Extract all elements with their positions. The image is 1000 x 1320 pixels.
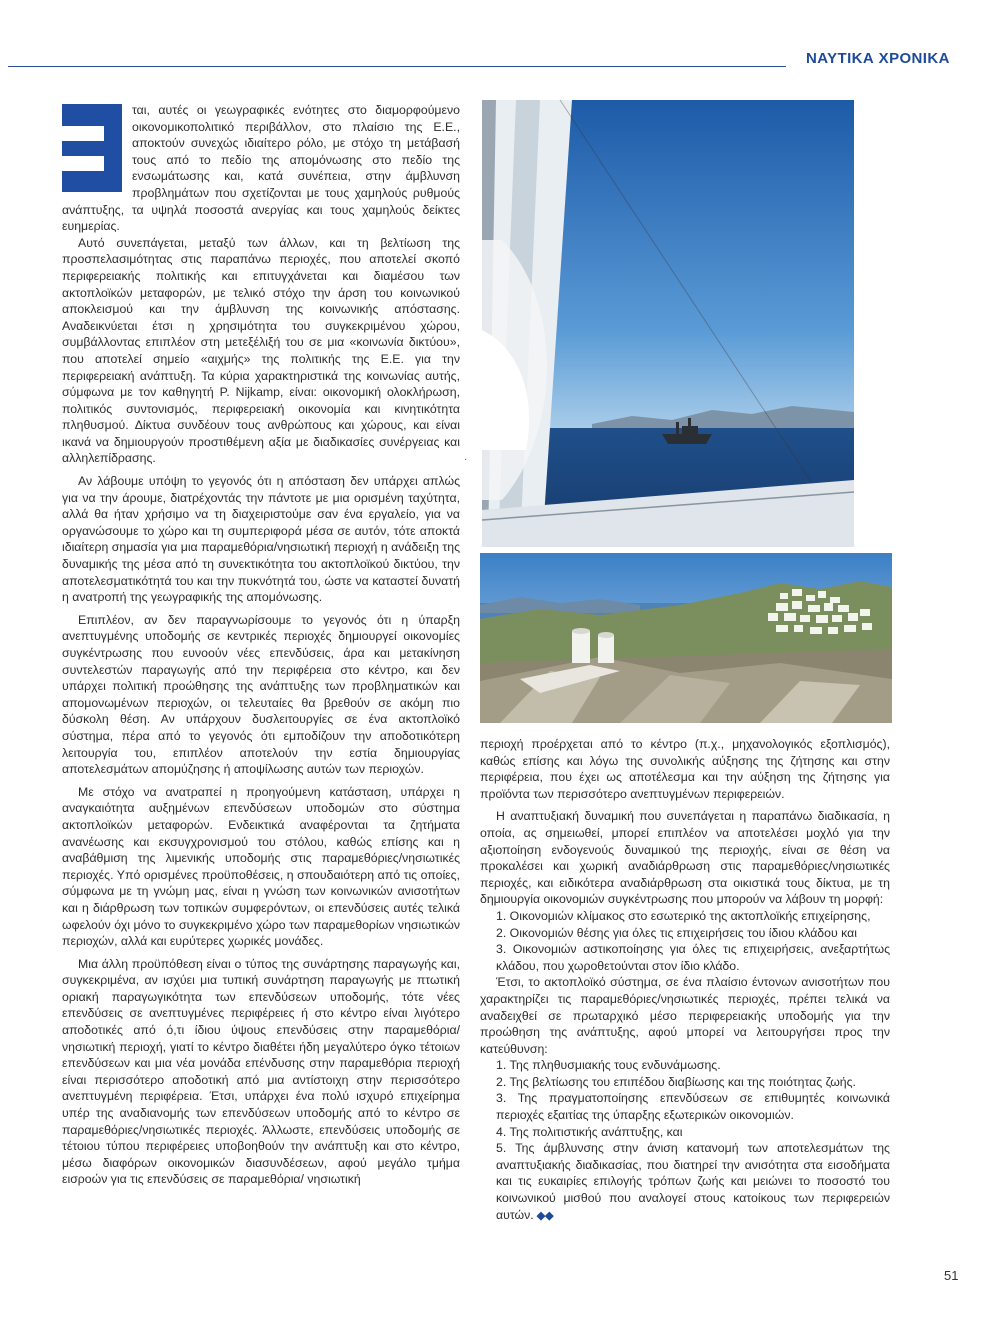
list1-item-1: 1. Οικονομιών κλίμακος στο εσωτερικό της ακτοπλοϊκής επιχείρησης, bbox=[496, 908, 871, 923]
island-village-photo bbox=[480, 553, 892, 723]
paragraph-1: ται, αυτές οι γεωγραφικές ενότητες στο διαμορφούμενο οικονομικοπολιτικό περιβάλλον, στο πλαίσιο της Ε.Ε., αποκτούν συνεχώς ιδιαίτερο ρόλο, με στόχο τη μετάβασή τους από το πεδίο της απομόνωσης στο πεδίο της ενσωμάτωσης και, κατά συνέπεια, στην άμβλυνση προβλημάτων που σχετίζονται με τους χαμηλούς ρυθμούς ανάπτυξης, τα υψηλά ποσοστά ανεργίας και τους χαμηλούς δείκτες ευημερίας. bbox=[62, 103, 460, 234]
paragraph-5: Με στόχο να ανατραπεί η προηγούμενη κατάσταση, υπάρχει η αναγκαιότητα αυξημένων επενδύσεων υποδομών στο σύστημα ακτοπλοϊκών μεταφορών. Ενδεικτικά αναφέρονται τα ζητήματα ανανέωσης και εκσυγχρονισμού του στόλου, καθώς επίσης και η αναβάθμιση της λιμενικής υποδομής στις παραμεθόριες/νησιωτικές περιοχές. Υπό ορισμένες προϋποθέσεις, η σπουδαιότερη από τις οποίες, σύμφωνα με τη γνώμη μας, είναι η γνώση των κοινωνικών ανισοτήτων και η διάρθρωση των τοπικών συμφερόντων, οι επενδύσεις αυτές τελικά ωφελούν όχι μόνο το συγκεκριμένο χώρο των παραμεθορίων νησιωτικών περιοχών, αλλά και ευρύτερες χωρικές μονάδες. bbox=[62, 784, 460, 949]
paragraph-6: Μια άλλη προϋπόθεση είναι ο τύπος της συνάρτησης παραγωγής και, συγκεκριμένα, αν ισχύει μια τυπική συνάρτηση παραγωγής με πτωτική οριακή παραγωγικότητα των επενδύσεων υποδομής, τότε νέες επενδύσεις σε ανεπτυγμένες περιφέρειες ή στο κέντρο είναι λιγότερο αποδοτικές από ό,τι ίδιου ύψους επενδύσεις στην παραμεθόρια/νησιωτική περιοχή, γιατί το κέντρο διαθέτει ήδη μεγαλύτερο όγκο τέτοιων επενδύσεων και μια νέα μονάδα επένδυσης στην παραμεθόρια περιοχή είναι περισσότερο αποδοτική από μια αντίστοιχη στην περισσότερο ανεπτυγμένη περιφέρεια. Έτσι, υπάρχει ένα πολύ ισχυρό επιχείρημα υπέρ της αναδιανομής των επενδύσεων υποδομής από το κέντρο σε παραμεθόριες/νησιωτικές περιοχές. Άλλωστε, επενδύσεις υποδομής σε τέτοιου τύπου περιφέρειες υποβοηθούν την ανάπτυξη και στο κέντρο, μέσω διαφόρων οικονομικών διασυνδέσεων, αφού μεγάλο τμήμα εισροών για τις επενδύσεις σε παραμεθόρια/ νησιωτική bbox=[62, 956, 460, 1187]
ship-deck-photo bbox=[482, 100, 854, 547]
paragraph-r1: περιοχή προέρχεται από το κέντρο (π.χ., μηχανολογικός εξοπλισμός), καθώς επίσης και λόγω της συνολικής αύξησης της ζήτησης και στην περιφέρεια, που έχει ως αποτέλεσμα και την αύξηση της ζήτησης για προϊόντα των περισσότερο ανεπτυγμένων περιφερειών. bbox=[480, 737, 890, 801]
article-left-column bbox=[62, 102, 460, 1188]
paragraph-4: Επιπλέον, αν δεν παραγνωρίσουμε το γεγονός ότι η ύπαρξη ανεπτυγμένης υποδομής σε κεντρικές περιοχές δημιουργεί οικονομίες συγκέντρωσης που ευνοούν νέες επενδύσεις, άρα και μετακίνηση συντελεστών παραγωγής από την περιφέρεια στο κέντρο, και δεν υπάρχει πολιτική προώθησης της ανάπτυξης των προβληματικών και απομονωμένων περιοχών, οι τελευταίες θα βρεθούν σε ακόμη πιο δύσκολη θέση. Αν υπάρχουν δυσλειτουργίες σε ένα ακτοπλοϊκό σύστημα, πέρα από το γεγονός ότι εμποδίζουν την αποδοτικότερη λειτουργία του, επιπλέον αποτελούν την εστία δημιουργίας αποτελεσμάτων απομύζησης ή αποψίλωσης αυτών των περιοχών. bbox=[62, 612, 460, 777]
list1-item-2: 2. Οικονομιών θέσης για όλες τις επιχειρήσεις του ίδιου κλάδου και bbox=[496, 925, 857, 940]
list1-item-3: 3. Οικονομιών αστικοποίησης για όλες τις επιχειρήσεις, ανεξαρτήτως κλάδου, που χωροθετούνται στον ίδιο κλάδο. bbox=[496, 942, 890, 973]
article-right-column bbox=[480, 736, 890, 1224]
stray-mark: · bbox=[464, 454, 468, 465]
paragraph-3: Αν λάβουμε υπόψη το γεγονός ότι η απόσταση δεν υπάρχει απλώς για να την άρουμε, διατρέχοντάς την πάντοτε με μια ορισμένη ταχύτητα, αλλά θα ήταν χρήσιμο να τη διαχειριστούμε σαν ένα εργαλείο, για να οργανώσουμε το χώρο και τη συμπεριφορά μέσα σε αυτόν, τότε αποκτά ιδιαίτερη σημασία για μια παραμεθόρια/νησιωτική περιοχή η ανάδειξη της δυναμικής της μέσα από τη συνεκτικότητα του ακτοπλοϊκού δικτύου, την αποτελεσματικότητά του και την πυκνότητά του, ώστε να καταστεί δυνατή η ανατροπή της γεωγραφικής της απομόνωσης. bbox=[62, 474, 460, 605]
magazine-title: ΝΑΥΤΙΚΑ ΧΡΟΝΙΚΑ bbox=[806, 50, 950, 67]
list2-item-3: 3. Της πραγματοποίησης επενδύσεων σε επιθυμητές κοινωνικά περιοχές εξαιτίας της ύπαρξης εξωτερικών οικονομιών. bbox=[496, 1091, 890, 1123]
island-village-illustration bbox=[480, 553, 892, 723]
list2-item-2: 2. Της βελτίωσης του επιπέδου διαβίωσης και της ποιότητας ζωής. bbox=[496, 1074, 856, 1089]
dropcap-letter-e bbox=[62, 104, 122, 192]
ship-deck-illustration bbox=[482, 100, 854, 547]
paragraph-r2: Η αναπτυξιακή δυναμική που συνεπάγεται η παραπάνω διαδικασία, η οποία, ας σημειωθεί, μπορεί επιπλέον να αποτελέσει μοχλό για την αξιοποίηση ενδογενούς δυναμικού της περιοχής, είναι σε θέση να προκαλέσει και χωρική αναδιάρθρωση στις παραμεθόριες/νησιωτικές περιοχές, και ειδικότερα αναδιάρθρωση στα οικιστικά τους δίκτυα, με τη δημιουργία οικονομιών συγκέντρωσης που μπορούν να λάβουν τη μορφή: bbox=[480, 809, 890, 907]
paragraph-2: Αυτό συνεπάγεται, μεταξύ των άλλων, και τη βελτίωση της προσπελασιμότητας στις παραπάνω περιοχές, που αποτελεί σκοπό περιφερειακής πολιτικής και επιτυγχάνεται και διαμέσου των ακτοπλοϊκών μεταφορών, με τελικό στόχο την άρση του κοινωνικού αποκλεισμού και την άμβλυνση της κοινωνικής απόστασης. Αναδεικνύεται έτσι η χρησιμότητα του συγκεκριμένου χώρου, συμβάλλοντας επιπλέον στη μετεξέλιξή του σε μια «κοινωνία δικτύου», που αποτελεί σημείο «αιχμής» της πολιτικής της Ε.Ε. για την περιφερειακή ανάπτυξη. Τα κύρια χαρακτηριστικά της κοινωνίας αυτής, σύμφωνα με τον καθηγητή P. Nijkamp, είναι: οικονομική ολοκλήρωση, πολιτικός συντονισμός, περιφερειακή οικονομία και κινητικότητα πληθυσμού. Δίκτυα συνδέουν τους ανθρώπους και χώρους, και είναι ικανά να δημιουργούν προστιθέμενη αξία με διαδικασίες συνέργειας και αλληλεπίδρασης. bbox=[62, 235, 460, 466]
list2-item-5: 5. Της άμβλυνσης στην άνιση κατανομή των αποτελεσμάτων της αναπτυξιακής διαδικασίας, που διατηρεί την ανισότητα στα εισοδήματα και τις ευκαιρίες επιλογής τρόπων ζωής και μειώνει το ποσοστό του κοινωνικού μισθού που αναλογεί στους κατοίκους των περιφερειών αυτών. ◆◆ bbox=[480, 1140, 890, 1224]
end-mark-icon: ◆◆ bbox=[536, 1209, 554, 1222]
page-number: 51 bbox=[944, 1268, 959, 1283]
header-rule bbox=[8, 66, 786, 67]
paragraph-r3: Έτσι, το ακτοπλοϊκό σύστημα, σε ένα πλαίσιο έντονων ανισοτήτων που χαρακτηρίζει τις παραμεθόριες/νησιωτικές περιοχές, πρέπει τελικά να αναδειχθεί σε πρωταρχικό μέσο περιφερειακής υποδομής για την προώθηση της ανάπτυξης, αφού μπορεί να λειτουργήσει προς την κατεύθυνση: bbox=[480, 975, 890, 1056]
list2-item-1: 1. Της πληθυσμιακής τους ενδυνάμωσης. bbox=[496, 1058, 721, 1073]
list2-item-4: 4. Της πολιτιστικής ανάπτυξης, και bbox=[496, 1124, 683, 1139]
